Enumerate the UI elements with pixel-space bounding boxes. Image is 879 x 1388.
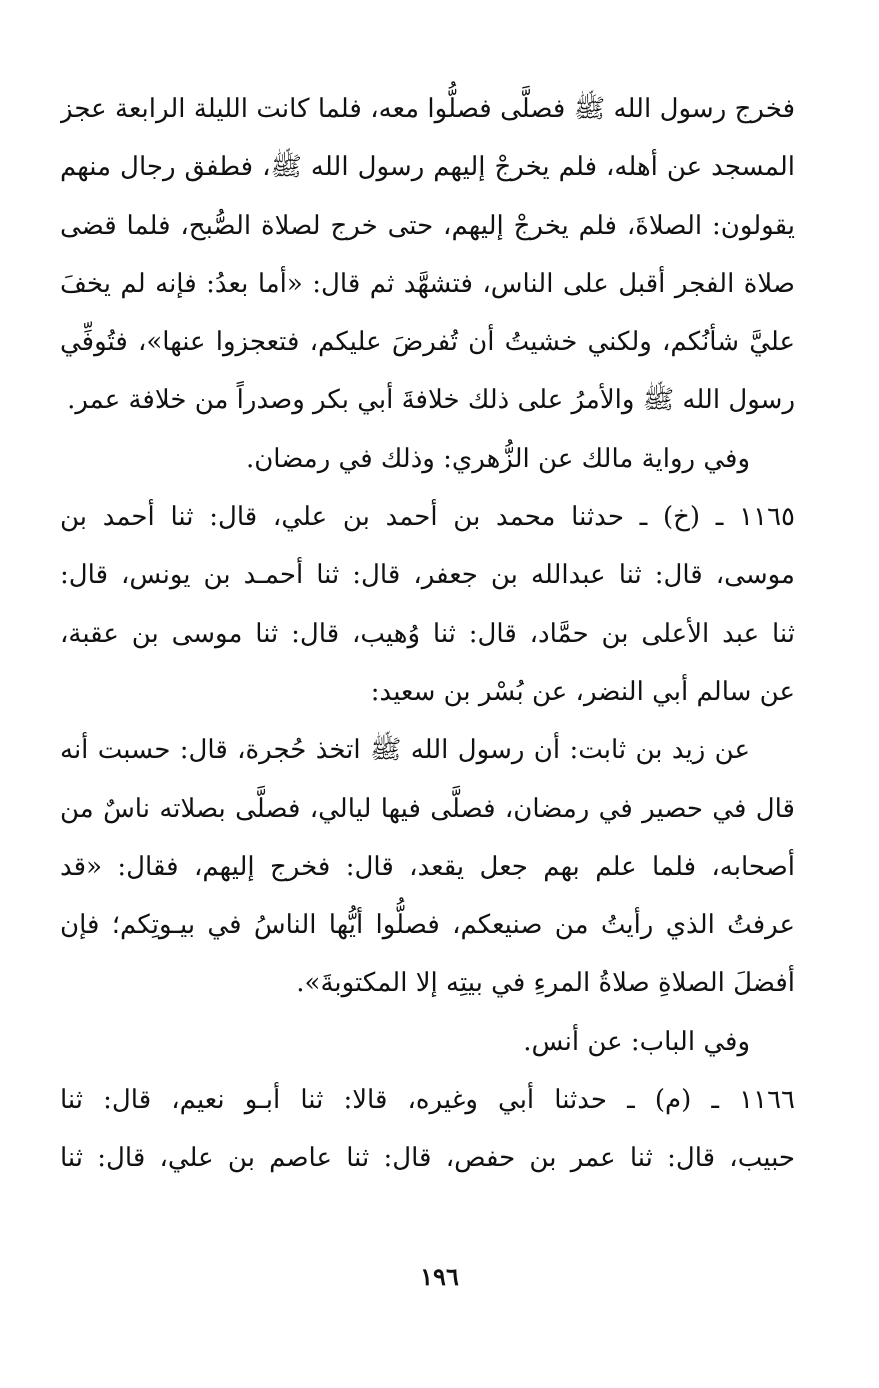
page-text — [60, 80, 795, 1188]
text-line-13: قال في حصير في رمضان، فصلَّى فيها ليالي، فصلَّى بصلاته ناسٌ من — [60, 793, 795, 824]
text-line-8: ١١٦٥ ـ (خ) ـ حدثنا محمد بن أحمد بن علي، قال: ثنا أحمد بن — [60, 502, 795, 533]
text-line-3: يقولون: الصلاةَ، فلم يخرجْ إليهم، حتى خرج لصلاة الصُّبح، فلما قضى — [60, 210, 795, 241]
text-line-16: أفضلَ الصلاةِ صلاةُ المرءِ في بيتِه إلا المكتوبةَ». — [296, 968, 795, 999]
text-line-1: فخرج رسول الله ﷺ فصلَّى فصلُّوا معه، فلما كانت الليلة الرابعة عجز — [60, 94, 795, 124]
text-line-19: حبيب، قال: ثنا عمر بن حفص، قال: ثنا عاصم بن علي، قال: ثنا — [60, 1143, 795, 1174]
text-line-18: ١١٦٦ ـ (م) ـ حدثنا أبي وغيره، قالا: ثنا أبـو نعيم، قال: ثنا — [60, 1085, 795, 1116]
text-line-2: المسجد عن أهله، فلم يخرجْ إليهم رسول الله ﷺ، فطفق رجال منهم — [60, 152, 795, 183]
text-line-11: عن سالم أبي النضر، عن بُسْر بن سعيد: — [370, 676, 795, 707]
text-line-5: عليَّ شأنُكم، ولكني خشيتُ أن تُفرضَ عليكم، فتعجزوا عنها»، فتُوفِّي — [60, 327, 795, 358]
text-line-4: صلاة الفجر أقبل على الناس، فتشهَّد ثم قال: «أما بعدُ: فإنه لم يخفَ — [60, 268, 795, 299]
text-line-7: وفي رواية مالك عن الزُّهري: وذلك في رمضان. — [245, 443, 750, 474]
text-line-17: وفي الباب: عن أنس. — [523, 1026, 750, 1057]
text-line-10: ثنا عبد الأعلى بن حمَّاد، قال: ثنا وُهيب، قال: ثنا موسى بن عقبة، — [60, 618, 795, 649]
text-line-9: موسى، قال: ثنا عبدالله بن جعفر، قال: ثنا أحمـد بن يونس، قال: — [60, 560, 795, 591]
page-number: ١٩٦ — [420, 1262, 459, 1291]
text-line-12: عن زيد بن ثابت: أن رسول الله ﷺ اتخذ حُجرة، قال: حسبت أنه — [60, 735, 750, 766]
text-line-6: رسول الله ﷺ والأمرُ على ذلك خلافةَ أبي بكر وصدراً من خلافة عمر. — [67, 385, 795, 416]
text-line-14: أصحابه، فلما علم بهم جعل يقعد، قال: فخرج إليهم، فقال: «قد — [60, 851, 795, 882]
text-line-15: عرفتُ الذي رأيتُ من صنيعكم، فصلُّوا أيُّها الناسُ في بيـوتِكم؛ فإن — [60, 910, 795, 941]
